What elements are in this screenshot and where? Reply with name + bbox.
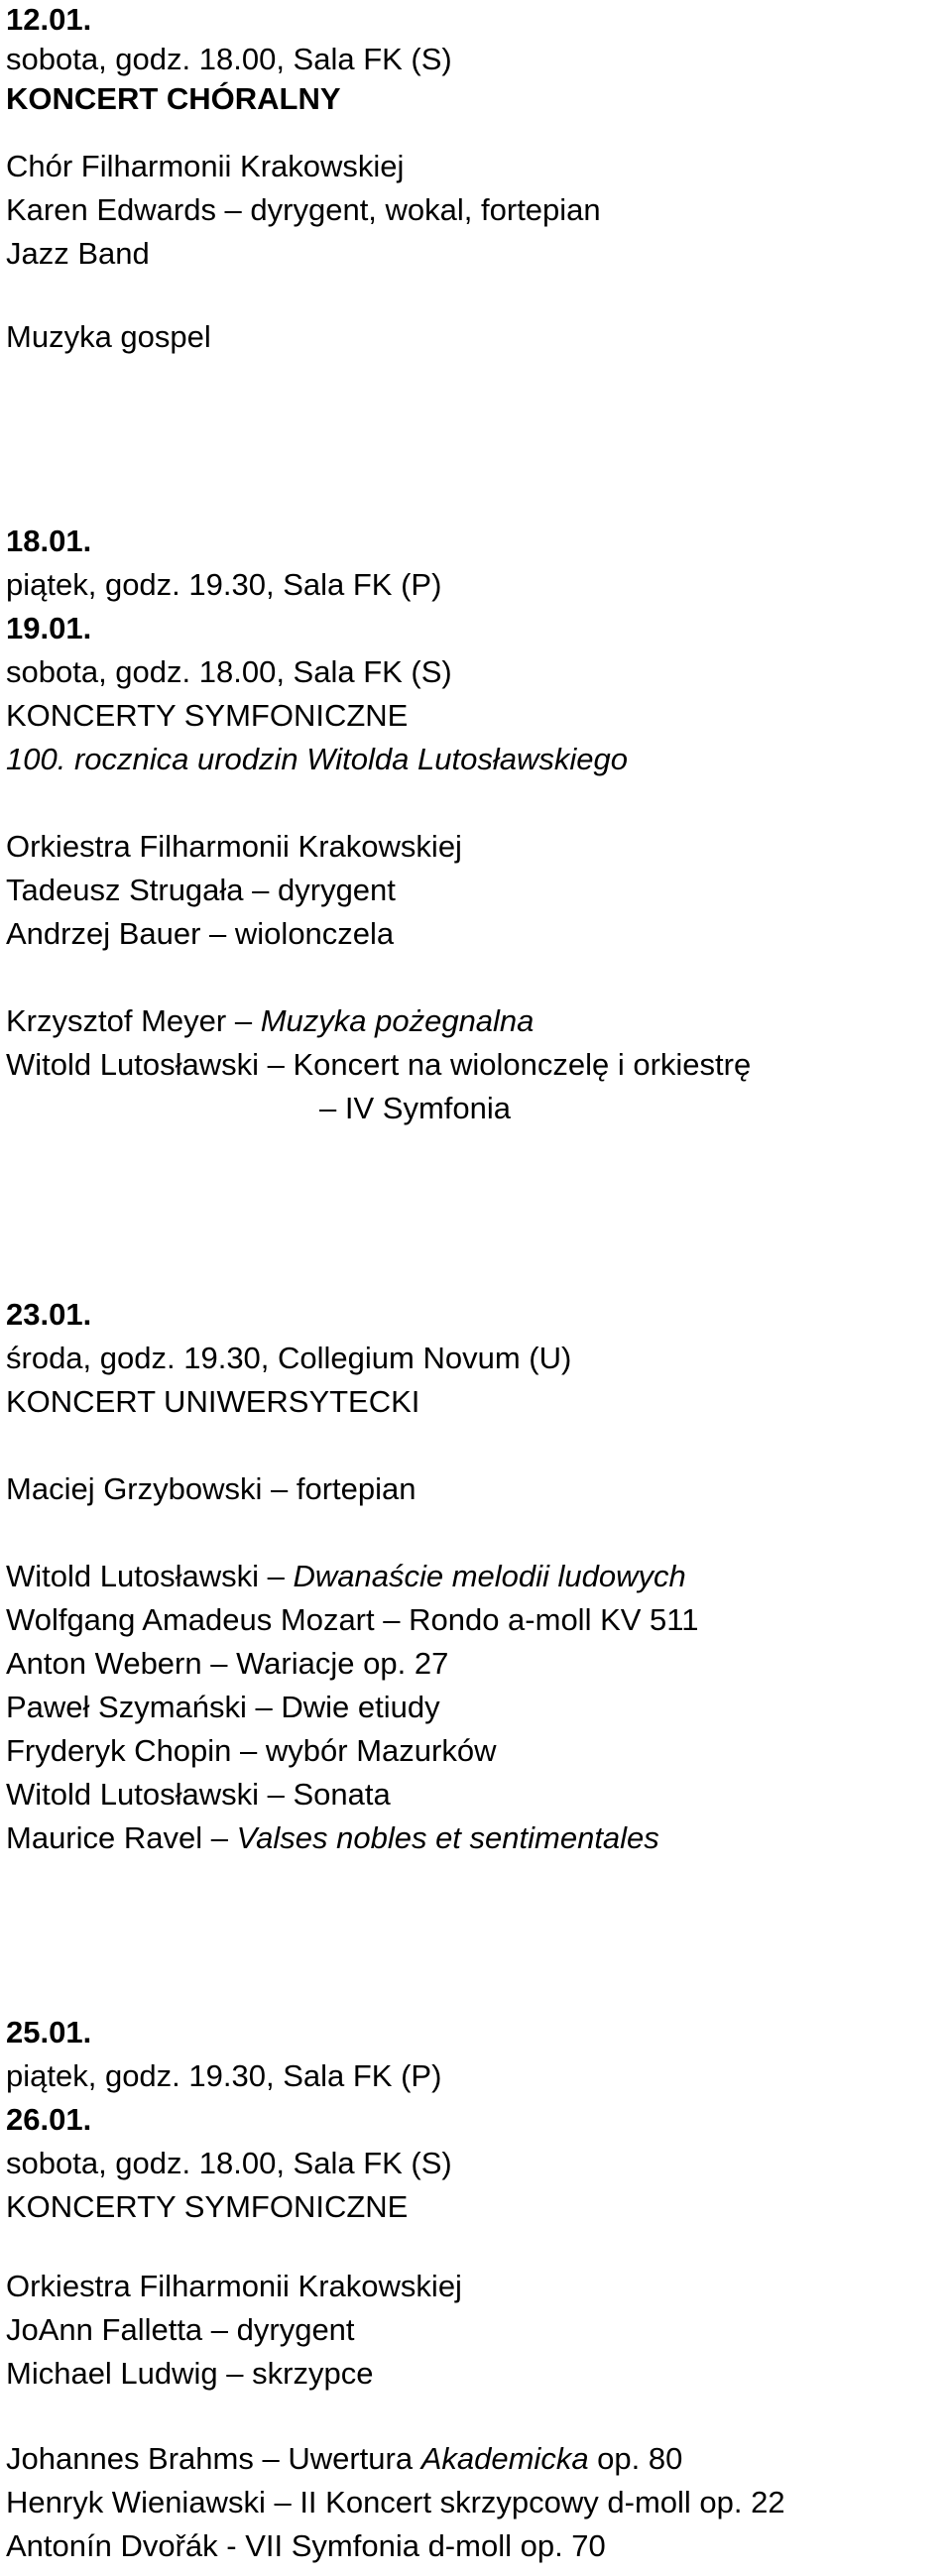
program-item [6,2483,785,2522]
event-date: 26.01. [6,2102,92,2137]
event-date: 18.01. [6,524,92,558]
program-item [6,2439,682,2479]
composer: Witold Lutosławski – [6,1777,294,1812]
composer: Henryk Wieniawski – [6,2485,300,2519]
performer: Jazz Band [6,236,150,271]
work: Muzyka pożegnalna [260,1003,535,1038]
event-date: 25.01. [6,2015,92,2049]
event-info: piątek, godz. 19.30, Sala FK (P) [6,2058,442,2093]
event-date: 12.01. [6,2,92,37]
composer: Wolfgang Amadeus Mozart – [6,1602,410,1637]
performer: JoAnn Falletta – dyrygent [6,2312,355,2347]
program-item [319,1089,511,1128]
event-title: KONCERT UNIWERSYTECKI [6,1384,420,1419]
event-info: sobota, godz. 18.00, Sala FK (S) [6,2146,452,2180]
work: wybór Mazurków [265,1733,497,1768]
event-info: sobota, godz. 18.00, Sala FK (S) [6,42,452,76]
program-item [6,1557,686,1596]
performer: Tadeusz Strugała – dyrygent [6,873,396,907]
performer: Maciej Grzybowski – fortepian [6,1471,416,1506]
composer: Krzysztof Meyer – [6,1003,261,1038]
program-item [6,1775,391,1815]
event-title: KONCERTY SYMFONICZNE [6,2189,409,2224]
composer: Muzyka gospel [6,319,211,354]
composer: Anton Webern – [6,1646,237,1681]
composer: – [319,1091,345,1125]
composer: Antonín Dvořák - [6,2528,246,2563]
composer: Fryderyk Chopin – [6,1733,266,1768]
program-item [6,1818,659,1858]
performer: Chór Filharmonii Krakowskiej [6,149,405,183]
composer: Paweł Szymański – [6,1690,282,1724]
event-date: 19.01. [6,611,92,645]
performer: Michael Ludwig – skrzypce [6,2356,374,2391]
program-item [6,2526,606,2566]
work: Sonata [293,1777,391,1812]
work-tail: op. 80 [588,2441,683,2476]
work: II Koncert skrzypcowy d-moll op. 22 [299,2485,785,2519]
composer: Maurice Ravel – [6,1820,237,1855]
performer: Orkiestra Filharmonii Krakowskiej [6,2269,462,2303]
program-item [6,1001,534,1041]
program-item [6,1731,496,1771]
work: Valses nobles et sentimentales [236,1820,659,1855]
event-title: KONCERT CHÓRALNY [6,81,341,116]
program-item [6,1688,440,1727]
work: Uwertura [288,2441,421,2476]
event-info: środa, godz. 19.30, Collegium Novum (U) [6,1341,572,1375]
composer: Johannes Brahms – [6,2441,289,2476]
event-title: KONCERTY SYMFONICZNE [6,698,409,733]
program-item [6,317,211,357]
work: Rondo a-moll KV 511 [409,1602,699,1637]
event-date: 23.01. [6,1297,92,1332]
work: Dwie etiudy [281,1690,440,1724]
event-subtitle: 100. rocznica urodzin Witolda Lutosławskiego [6,742,628,776]
performer: Karen Edwards – dyrygent, wokal, fortepian [6,192,601,227]
work: Wariacje op. 27 [236,1646,449,1681]
performer: Orkiestra Filharmonii Krakowskiej [6,829,462,864]
work: Dwanaście melodii ludowych [293,1559,686,1593]
program-item [6,1644,448,1684]
event-info: piątek, godz. 19.30, Sala FK (P) [6,567,442,602]
work-italic: Akademicka [420,2441,589,2476]
program-item [6,1045,751,1085]
performer: Andrzej Bauer – wiolonczela [6,916,395,951]
program-item [6,1600,698,1640]
composer: Witold Lutosławski – [6,1047,294,1082]
composer: Witold Lutosławski – [6,1559,294,1593]
work: Koncert na wiolonczelę i orkiestrę [293,1047,752,1082]
event-info: sobota, godz. 18.00, Sala FK (S) [6,654,452,689]
work: IV Symfonia [344,1091,511,1125]
work: VII Symfonia d-moll op. 70 [245,2528,606,2563]
